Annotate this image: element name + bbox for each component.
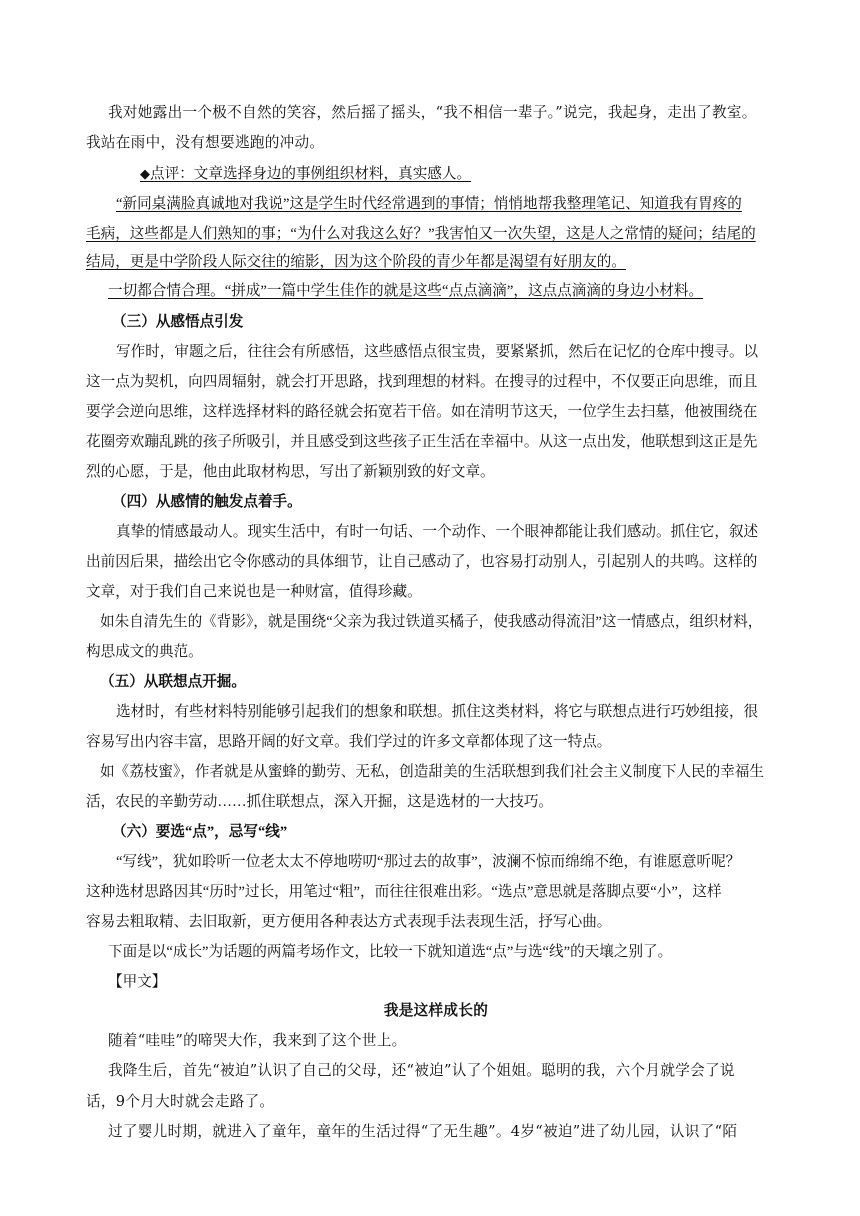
paragraph-line: 构思成文的典范。 <box>86 644 203 660</box>
paragraph-line: “写线”，犹如聆听一位老太太不停地唠叨“那过去的故事”，波澜不惊而绵绵不绝，有谁愿意听呢？ <box>116 854 741 870</box>
section-heading: （三）从感悟点引发 <box>112 314 244 330</box>
paragraph-line: 如《荔枝蜜》，作者就是从蜜蜂的勤劳、无私，创造甜美的生活联想到我们社会主义制度下人民的幸福生 <box>100 764 765 780</box>
paragraph-line: 花圈旁欢蹦乱跳的孩子所吸引，并且感受到这些孩子正生活在幸福中。从这一点出发，他联想到这正是先 <box>86 434 758 450</box>
paragraph-line: 我站在雨中，没有想要逃跑的冲动。 <box>86 134 325 151</box>
diamond-icon: ◆ <box>140 166 150 181</box>
paragraph-line: 活，农民的辛勤劳动……抓住联想点，深入开掘，这是选材的一大技巧。 <box>86 794 554 810</box>
paragraph-line: “新同桌满脸真诚地对我说”这是学生时代经常遇到的事情；悄悄地帮我整理笔记、知道我有胃疼的 <box>116 196 742 212</box>
paragraph-line: 过了婴儿时期，就进入了童年，童年的生活过得“了无生趣”。4岁“被迫”进了幼儿园，认识了“陌 <box>108 1123 738 1140</box>
paragraph-line: 毛病，这些都是人们熟知的事；“为什么对我这么好？”我害怕又一次失望，这是人之常情的疑问；结尾的 <box>86 226 756 242</box>
comment-text: 点评：文章选择身边的事例组织材料，真实感人。 <box>150 166 472 182</box>
paragraph-line: 如朱自清先生的《背影》，就是围绕“父亲为我过铁道买橘子，使我感动得流泪”这一情感点，组织材料， <box>100 614 763 630</box>
section-heading: （六）要选“点”，忌写“线” <box>112 824 288 840</box>
paragraph-line: 容易去粗取精、去旧取新，更方便用各种表达方式表现手法表现生活，抒写心曲。 <box>86 914 612 930</box>
paragraph-line: 结局，更是中学阶段人际交往的缩影，因为这个阶段的青少年都是渴望有好朋友的。 <box>86 254 626 270</box>
paragraph-line: 【甲文】 <box>108 974 167 990</box>
section-heading: （四）从感情的触发点着手。 <box>112 494 302 510</box>
paragraph-line: 这一点为契机，向四周辐射，就会打开思路，找到理想的材料。在搜寻的过程中，不仅要正向思维，而且 <box>86 374 758 390</box>
comment-heading <box>140 159 500 189</box>
paragraph-line: 一切都合情合理。“拼成”一篇中学生佳作的就是这些“点点滴滴”，这点点滴滴的身边小材料。 <box>108 283 704 299</box>
paragraph-line: 真挚的情感最动人。现实生活中，有时一句话、一个动作、一个眼神都能让我们感动。抓住它，叙述 <box>116 524 759 540</box>
paragraph-line: 文章，对于我们自己来说也是一种财富，值得珍藏。 <box>86 584 422 600</box>
paragraph-line: 我降生后，首先“被迫”认识了自己的父母，还“被迫”认了个姐姐。聪明的我，六个月就学会了说 <box>108 1062 735 1079</box>
paragraph-line: 容易写出内容丰富，思路开阔的好文章。我们学过的许多文章都体现了这一特点。 <box>86 734 612 750</box>
paragraph-line: 我对她露出一个极不自然的笑容，然后摇了摇头，“我不相信一辈子。”说完，我起身，走出了教室。 <box>108 104 757 121</box>
paragraph-line: 要学会逆向思维，这样选择材料的路径就会拓宽若干倍。如在清明节这天，一位学生去扫墓，他被围绕在 <box>86 404 758 420</box>
paragraph-line: 这种选材思路因其“历时”过长，用笔过“粗”，而往往很难出彩。“选点”意思就是落脚点要“小”，这样 <box>86 884 722 900</box>
paragraph-line: 写作时，审题之后，往往会有所感悟，这些感悟点很宝贵，要紧紧抓，然后在记忆的仓库中搜寻。以 <box>116 344 759 360</box>
paragraph-line: 选材时，有些材料特别能够引起我们的想象和联想。抓住这类材料，将它与联想点进行巧妙组接，很 <box>116 704 759 720</box>
paragraph-line: 下面是以“成长”为话题的两篇考场作文，比较一下就知道选“点”与选“线”的天壤之别了。 <box>108 944 673 960</box>
paragraph-line: 随着“哇哇”的啼哭大作，我来到了这个世上。 <box>108 1032 407 1049</box>
essay-title: 我是这样成长的 <box>383 1002 489 1019</box>
paragraph-line: 烈的心愿，于是，他由此取材构思，写出了新颖别致的好文章。 <box>86 464 495 480</box>
section-heading: （五）从联想点开掘。 <box>100 674 246 690</box>
paragraph-line: 出前因后果，描绘出它令你感动的具体细节，让自己感动了，也容易打动别人，引起别人的共鸣。这样的 <box>86 554 758 570</box>
paragraph-line: 话，9个月大时就会走路了。 <box>86 1093 275 1110</box>
